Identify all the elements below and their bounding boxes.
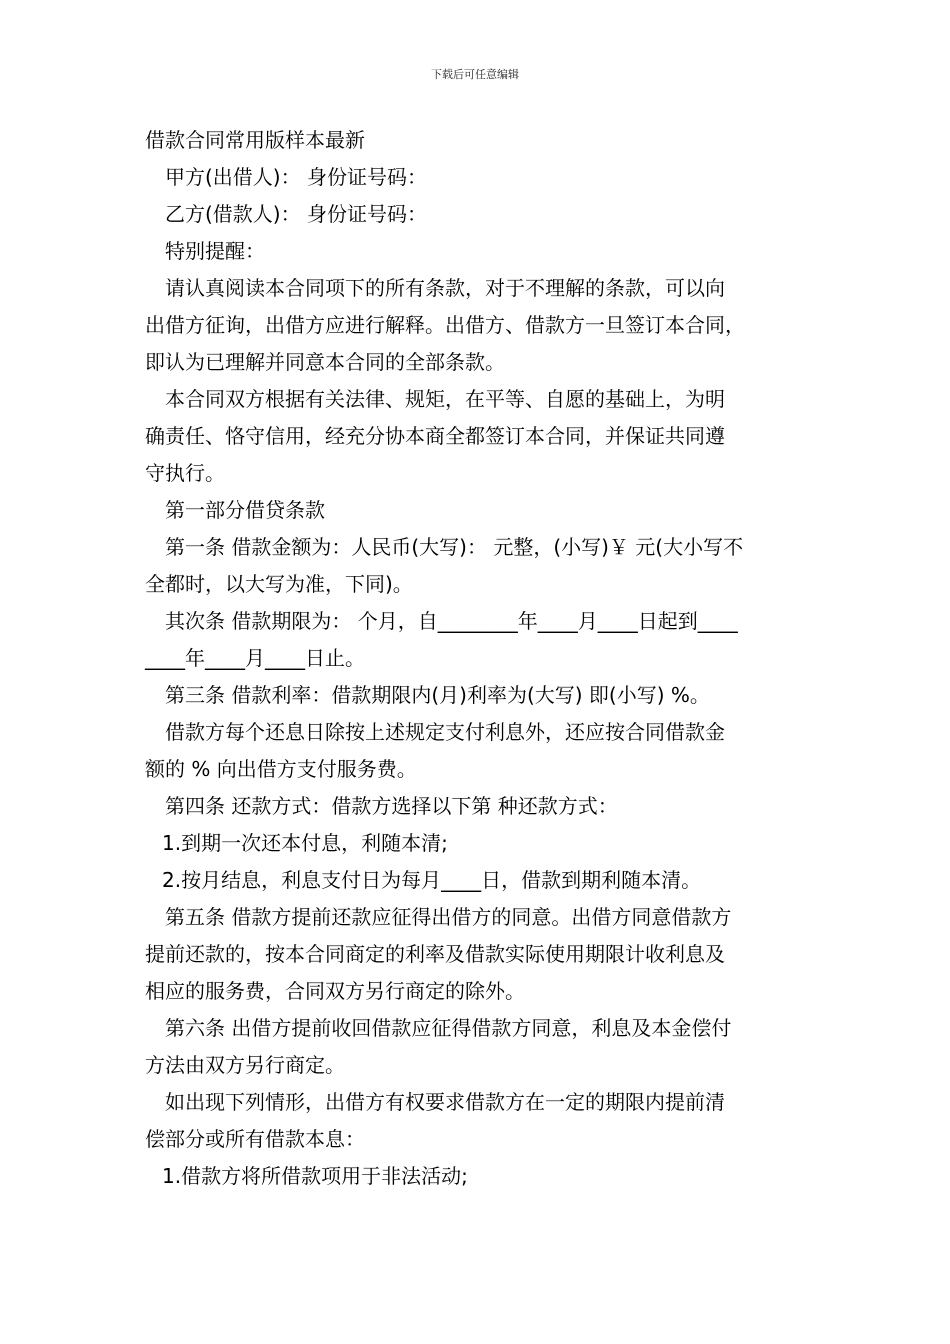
paragraph-line: 出借方征询，出借方应进行解释。出借方、借款方一旦签订本合同， xyxy=(145,313,745,337)
paragraph-line: 如出现下列情形，出借方有权要求借款方在一定的期限内提前清 xyxy=(165,1090,725,1114)
clause-line: 第五条 借款方提前还款应征得出借方的同意。出借方同意借款方 xyxy=(165,905,732,929)
document-title: 借款合同常用版样本最新 xyxy=(145,128,365,152)
clause-line: 第四条 还款方式：借款方选择以下第 种还款方式： xyxy=(165,794,618,818)
party-b-line: 乙方(借款人)： 身份证号码： xyxy=(165,202,427,226)
paragraph-line: 即认为已理解并同意本合同的全部条款。 xyxy=(145,350,505,374)
clause-line: 其次条 借款期限为： 个月，自________年____月____日起到____ xyxy=(165,609,738,633)
paragraph-line: 确责任、恪守信用，经充分协本商全都签订本合同，并保证共同遵 xyxy=(145,424,725,448)
clause-line: 全都时，以大写为准，下同)。 xyxy=(145,572,413,596)
section-heading: 第一部分借贷条款 xyxy=(165,498,325,522)
clause-line: 第三条 借款利率：借款期限内(月)利率为(大写) 即(小写) %。 xyxy=(165,683,710,707)
clause-line: ____年____月____日止。 xyxy=(145,646,365,670)
page-header: 下载后可任意编辑 xyxy=(431,68,519,81)
paragraph-line: 本合同双方根据有关法律、规矩，在平等、自愿的基础上，为明 xyxy=(165,387,725,411)
list-item: 1.到期一次还本付息，利随本清; xyxy=(162,831,448,855)
party-a-line: 甲方(出借人)： 身份证号码： xyxy=(165,165,427,189)
clause-line: 借款方每个还息日除按上述规定支付利息外，还应按合同借款金 xyxy=(165,720,725,744)
list-item: 1.借款方将所借款项用于非法活动; xyxy=(162,1164,468,1188)
clause-line: 提前还款的，按本合同商定的利率及借款实际使用期限计收利息及 xyxy=(145,942,725,966)
list-item: 2.按月结息，利息支付日为每月____日，借款到期利随本清。 xyxy=(162,868,702,892)
paragraph-line: 请认真阅读本合同项下的所有条款，对于不理解的条款，可以向 xyxy=(165,276,725,300)
clause-line: 第一条 借款金额为：人民币(大写)： 元整，(小写)￥ 元(大小写不 xyxy=(165,535,744,559)
paragraph-line: 守执行。 xyxy=(145,461,225,485)
document-body xyxy=(145,122,810,1195)
clause-line: 方法由双方另行商定。 xyxy=(145,1053,345,1077)
notice-heading: 特别提醒： xyxy=(165,239,265,263)
clause-line: 相应的服务费，合同双方另行商定的除外。 xyxy=(145,979,525,1003)
paragraph-line: 偿部分或所有借款本息： xyxy=(145,1127,365,1151)
clause-line: 额的 % 向出借方支付服务费。 xyxy=(145,757,417,781)
clause-line: 第六条 出借方提前收回借款应征得借款方同意，利息及本金偿付 xyxy=(165,1016,732,1040)
